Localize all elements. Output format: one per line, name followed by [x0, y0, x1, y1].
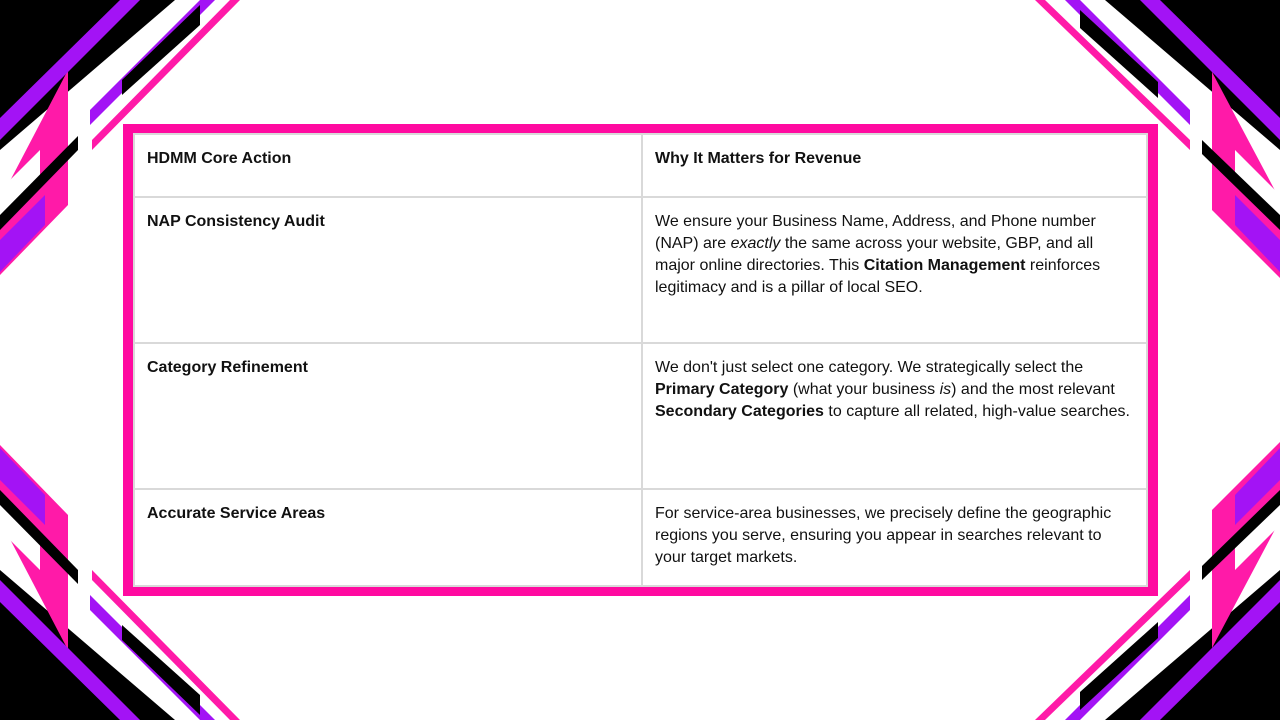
- action-cell: [134, 343, 642, 489]
- text-run: We ensure your Business Name, Address, and Phone number (NAP) are: [655, 213, 1096, 253]
- header-cell-why: [642, 134, 1147, 197]
- action-cell: [134, 489, 642, 586]
- why-cell: [642, 343, 1147, 489]
- bold-text: Secondary Categories: [655, 402, 824, 420]
- text-run: (what your business: [788, 380, 940, 398]
- table-frame: [123, 124, 1158, 596]
- emphasis-text: is: [939, 380, 952, 398]
- header-cell-action: [134, 134, 642, 197]
- revenue-table: [133, 133, 1148, 587]
- bold-text: Primary Category: [655, 380, 789, 398]
- action-label: NAP Consistency Audit: [147, 213, 325, 231]
- table-row: [134, 197, 1147, 343]
- header-label: HDMM Core Action: [147, 150, 292, 167]
- text-run: For service-area businesses, we precisely define the geographic regions you serve, ensuring you appear in searches relevant to your target markets.: [655, 504, 1112, 566]
- why-cell: [642, 489, 1147, 586]
- action-cell: [134, 197, 642, 343]
- table-row: [134, 489, 1147, 586]
- text-run: reinforces legitimacy and is a pillar of local SEO.: [655, 257, 1101, 297]
- text-run: ) and the most relevant: [951, 380, 1115, 398]
- action-label: Accurate Service Areas: [147, 504, 326, 522]
- table-row: [134, 343, 1147, 489]
- emphasis-text: exactly: [730, 235, 781, 253]
- why-cell: [642, 197, 1147, 343]
- text-run: the same across your website, GBP, and all major online directories. This: [655, 235, 1094, 275]
- table-header-row: [134, 134, 1147, 197]
- action-label: Category Refinement: [147, 358, 308, 376]
- text-run: We don't just select one category. We strategically select the: [655, 358, 1084, 376]
- bold-text: Citation Management: [863, 257, 1026, 275]
- header-label: Why It Matters for Revenue: [655, 150, 862, 167]
- text-run: to capture all related, high-value searches.: [823, 402, 1130, 420]
